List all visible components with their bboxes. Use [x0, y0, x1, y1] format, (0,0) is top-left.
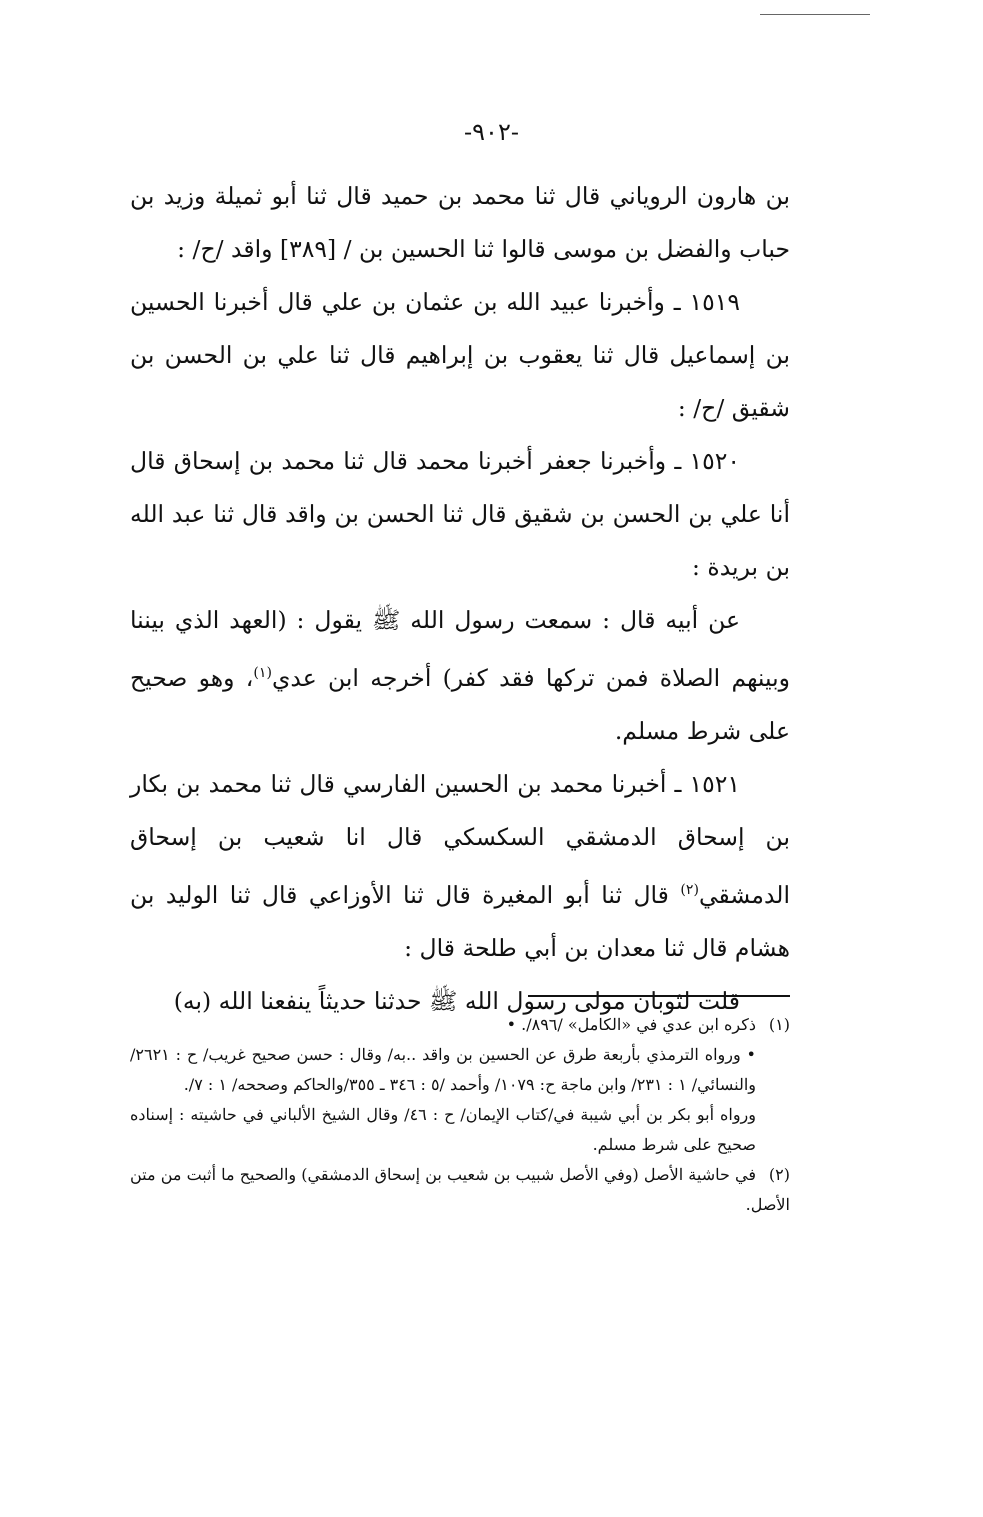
footnote-2 [130, 1160, 790, 1220]
footnote-1-tirmidhi: • ورواه الترمذي بأربعة طرق عن الحسين بن واقد ..به/ وقال : حسن صحيح غريب/ ح : ٢٦٢١/ والنسائي/ ١ : ٢٣١/ وابن ماجة ح: ١٠٧٩/ وأحمد /٥ : ٣٤٦ ـ ٣٥٥/والحاكم وصححه/ ١ : ٧/. [130, 1045, 756, 1094]
paragraph-hadith-text [130, 594, 790, 758]
footnote-1-number: (١) [768, 1015, 790, 1034]
hadith-text-part2: ، وهو صحيح على شرط مسلم. [130, 663, 790, 745]
paragraph-1521-part2: قال ثنا أبو المغيرة قال ثنا الأوزاعي قال ثنا الوليد بن هشام قال ثنا معدان بن أبي طلحة قال : [130, 880, 790, 962]
main-text [130, 170, 790, 1028]
footnote-1-text: ذكره ابن عدي في «الكامل» /٨٩٦/. • [506, 1015, 756, 1034]
paragraph-thawban: قلت لثوبان مولى رسول الله ﷺ حدثنا حديثاً ينفعنا الله (به) [173, 986, 740, 1015]
hadith-text-part1: عن أبيه قال : سمعت رسول الله ﷺ يقول : (العهد الذي بيننا وبينهم الصلاة فمن تركها فقد كفر) أخرجه ابن عدي [130, 606, 790, 692]
paragraph-1519: ١٥١٩ ـ وأخبرنا عبيد الله بن عثمان بن علي قال أخبرنا الحسين بن إسماعيل قال ثنا يعقوب بن إبراهيم قال ثنا علي بن الحسن بن شقيق /ح/ : [130, 288, 790, 422]
footnotes [130, 1010, 790, 1220]
footnote-separator [528, 995, 790, 997]
footnote-2-text: في حاشية الأصل (وفي الأصل شبيب بن شعيب بن إسحاق الدمشقي) والصحيح ما أثبت من متن الأصل. [130, 1165, 790, 1214]
footnote-2-number: (٢) [768, 1165, 790, 1184]
footnote-ref-1: (١) [253, 665, 272, 681]
paragraph-1521 [130, 758, 790, 975]
page-number: -٩٠٢- [464, 118, 519, 146]
footnote-ref-2: (٢) [680, 881, 699, 898]
footnote-1 [130, 1010, 790, 1040]
paragraph-1521-part1: ١٥٢١ ـ أخبرنا محمد بن الحسين الفارسي قال ثنا محمد بن بكار بن إسحاق الدمشقي السكسكي قال انا شعيب بن إسحاق الدمشقي [130, 769, 790, 909]
paragraph-1520: ١٥٢٠ ـ وأخبرنا جعفر أخبرنا محمد قال ثنا محمد بن إسحاق قال أنا علي بن الحسن بن شقيق قال ثنا الحسن بن واقد قال ثنا عبد الله بن بريدة : [130, 447, 790, 581]
top-corner-rule [760, 14, 870, 15]
paragraph-1: بن هارون الروياني قال ثنا محمد بن حميد قال ثنا أبو ثميلة وزيد بن حباب والفضل بن موسى قالوا ثنا الحسين بن / [٣٨٩] واقد /ح/ : [130, 182, 790, 263]
footnote-1-ibn-abi-shaybah: ورواه أبو بكر بن أبي شيبة في/كتاب الإيمان/ ح : ٤٦/ وقال الشيخ الألباني في حاشيته : إسناده صحيح على شرط مسلم. [130, 1105, 757, 1154]
